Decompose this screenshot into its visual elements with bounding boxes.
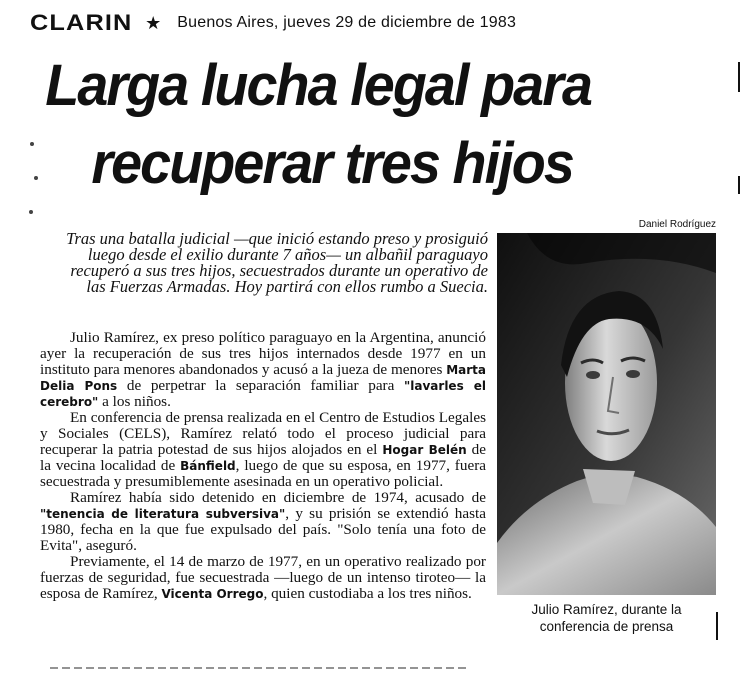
eye-shape [586, 371, 600, 379]
star-icon: ★ [145, 12, 162, 34]
headline-line-1: Larga lucha legal para [45, 53, 592, 118]
body-text: En conferencia de prensa realizada en el Centro de Estudios Legales y Sociales (CELS), Ramírez relató todo el proceso judicial para recuperar la patria potestad de sus hijos alojados en el [40, 409, 486, 458]
print-speck [30, 142, 34, 146]
body-text: a los niños. [98, 393, 171, 410]
article-headline [28, 54, 700, 196]
article-lede: Tras una batalla judicial —que inició estando preso y prosiguió luego desde el exilio durante 7 años— un albañil paraguayo recuperó a sus tres hijos, secuestrados durante un operativo de las Fuerzas Armadas. Hoy partirá con ellos rumbo a Suecia. [66, 229, 488, 296]
body-text: Previamente, el 14 de marzo de 1977, en un operativo realizado por fuerzas de seguridad, fue secuestrada —luego de un intenso tiroteo— la esposa de Ramírez, [40, 553, 486, 602]
cut-off-line [50, 667, 470, 669]
newspaper-brand: CLARIN [30, 10, 133, 35]
body-text: Julio Ramírez, ex preso político paraguayo en la Argentina, anunció ayer la recuperación de sus tres hijos internados desde 1977 en un instituto para menores abandonados y acusó a la jueza de menores [40, 329, 486, 378]
column-rule [738, 62, 740, 92]
bold-name: Marta Delia Pons [40, 363, 486, 393]
headline-line-2: recuperar tres hijos [91, 131, 573, 196]
bold-place: Bánfield [180, 459, 236, 473]
eye-shape [626, 370, 640, 378]
body-paragraph-2 [40, 410, 486, 490]
portrait-image [497, 233, 716, 595]
dateline: Buenos Aires, jueves 29 de diciembre de 1983 [177, 14, 517, 31]
column-rule [716, 612, 718, 640]
bold-place: Hogar Belén [382, 443, 467, 457]
print-speck [29, 210, 33, 214]
body-paragraph-3 [40, 490, 486, 554]
body-text: Ramírez había sido detenido en diciembre de 1974, acusado de [70, 489, 486, 506]
article-photo [497, 233, 716, 595]
column-rule [738, 176, 740, 194]
body-text: , y su prisión se extendió hasta 1980, fecha en la que fue expulsado del país. "Solo tenía una foto de Evita", aseguró. [40, 505, 486, 554]
masthead [30, 6, 730, 40]
bold-quote: "tenencia de literatura subversiva" [40, 507, 286, 521]
print-specks [20, 134, 50, 224]
photo-credit: Daniel Rodríguez [638, 219, 716, 230]
body-text: , luego de que su esposa, en 1977, fuera secuestrada y presumiblemente asesinada en un operativo policial. [40, 457, 486, 490]
body-paragraph-1 [40, 330, 486, 410]
photo-caption: Julio Ramírez, durante la conferencia de prensa [531, 602, 682, 634]
print-speck [34, 176, 38, 180]
body-paragraph-4 [40, 554, 486, 602]
body-text: de perpetrar la separación familiar para [117, 377, 405, 394]
bold-quote: "lavarles el cerebro" [40, 379, 486, 409]
body-text: de la vecina localidad de [40, 441, 486, 474]
bold-name: Vicenta Orrego [161, 587, 264, 601]
body-text: , quien custodiaba a los tres niños. [263, 585, 472, 602]
article-body [40, 330, 486, 602]
